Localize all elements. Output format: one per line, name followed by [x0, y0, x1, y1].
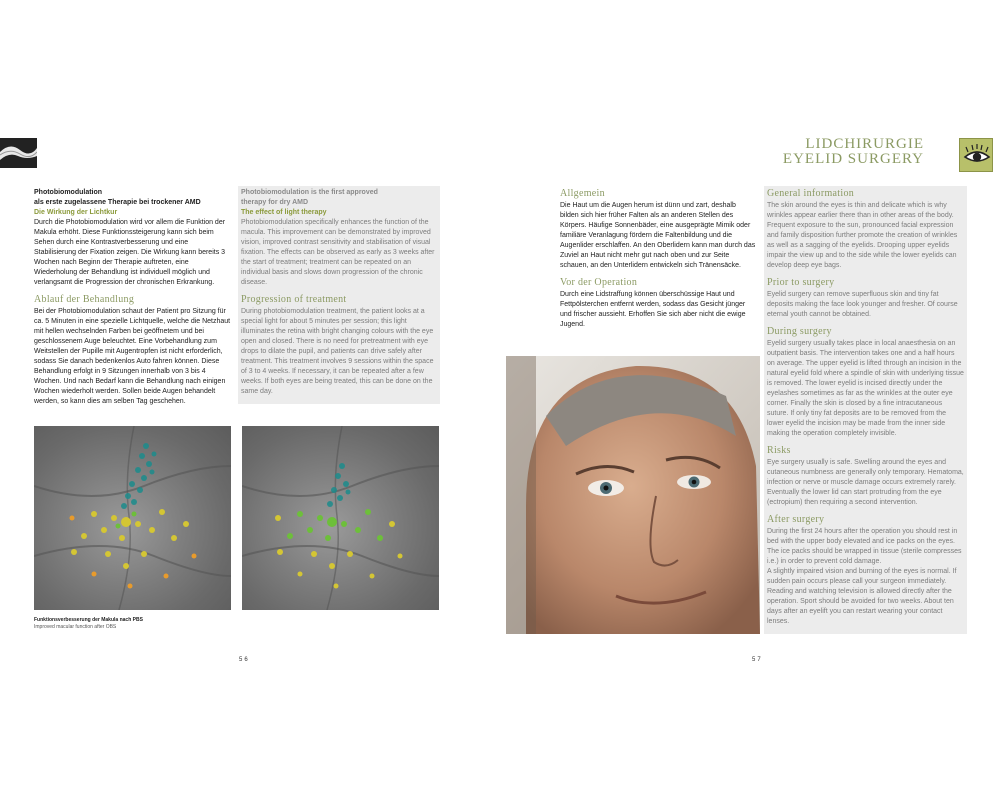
title-line: Photobiomodulation — [34, 189, 103, 196]
section-heading: Risks — [767, 445, 791, 456]
left-german-column — [34, 188, 232, 407]
subtitle: The effect of light therapy — [241, 209, 327, 216]
page-number-left: 56 — [239, 657, 250, 663]
brand-line-en: EYELID SURGERY — [782, 151, 924, 167]
caption-de: Funktionsverbesserung der Makula nach PBS — [34, 617, 143, 623]
caption-en: Improved macular function after OBS — [34, 624, 117, 630]
paragraph: Photobiomodulation specifically enhances the function of the macula. This improvement can be demonstrated by improved vision, improved contrast sensitivity and stabilisation of visual fixation. The effects can be observed as early as 3 weeks after the start of treatment; treatment can be repeated on an individual basis and slows down progression of the chronic disease. — [241, 219, 435, 286]
paragraph: Eyelid surgery usually takes place in local anaesthesia on an outpatient basis. The intervention takes one and a half hours on average. The upper eyelid is lifted through an incision in the natural eyelid fold where a spindle of skin with underlying tissue is removed. The lower eyelid is incised directly under the eyelashes sometimes as far as the wrinkles at the outer eye corner. Finally the skin is closed by a fine intracutaneous suture. If only tiny fat deposits are to be removed from the lower eyelid the incision may be made from the inner side making the operation completely invisible. — [767, 340, 964, 437]
title-line: Photobiomodulation is the first approved — [241, 189, 378, 196]
section-brand — [783, 137, 924, 167]
paragraph: Bei der Photobiomodulation schaut der Patient pro Sitzung für ca. 5 Minuten in eine spezielle Lichtquelle, welche die Netzhaut mit hellen wechselnden Farben bei geöffnetem und bei geschlossenem Auge beleuchtet. Eine Vorbehandlung zum Weitstellen der Pupille mit Augentropfen ist nicht erforderlich, sodass Sie danach bedenkenlos Auto fahren können. Diese Behandlung erfolgt in 9 Sitzungen innerhalb von 3 bis 4 Wochen. Und nach Bedarf kann die Behandlung nach einigen Wochen wiederholt werden. Sollen beide Augen behandelt werden, so kann dies am selben Tag geschehen. — [34, 308, 231, 405]
paragraph: Die Haut um die Augen herum ist dünn und zart, deshalb bilden sich hier früher Falten als an anderen Stellen des Körpers. Häufige Sonnenbäder, eine ausgeprägte Mimik oder familiäre Veranlagung fördern die Faltenbildung und die Augenlider erschlaffen. An den Oberlidern kann man durch das Zuviel an Haut nicht mehr gut nach oben und zur Seite schauen, an den Unterlidern entwickeln sich Tränensäcke. — [560, 202, 756, 269]
section-heading: After surgery — [767, 514, 825, 525]
section-heading: Ablauf der Behandlung — [34, 294, 135, 305]
retina-scan-before — [34, 426, 231, 610]
paragraph: Durch eine Lidstraffung können überschüssige Haut und Fettpölsterchen entfernt werden, sodass das Gesicht jünger und frischer aussieht. Erhoffen Sie sich aber nicht die ewige Jugend. — [560, 291, 746, 328]
paragraph: Durch die Photobiomodulation wird vor allem die Funktion der Makula erhöht. Diese Funktionssteigerung kann sich beim Sehen durch eine Kontrastverbesserung und eine Stabilisierung der Fixation zeigen. Die Wirkung kann bereits 3 Wochen nach Beginn der Therapie auftreten, eine Wiederholung der Behandlung ist individuell möglich und verlangsamt die Progression der chronischen Erkrankung. — [34, 219, 226, 286]
figure-caption — [34, 617, 143, 631]
section-heading: Allgemein — [560, 188, 605, 199]
subtitle: Die Wirkung der Lichtkur — [34, 209, 118, 216]
section-heading: During surgery — [767, 326, 832, 337]
paragraph: The skin around the eyes is thin and delicate which is why wrinkles appear earlier there than in other areas of the body. Frequent exposure to the sun, pronounced facial expression and family disposition further promote the creation of wrinkles as well as a sagging of the eyelids. Drooping upper eyelids impair the view up and to the side while the lower eyelids can develop deep eye bags. — [767, 202, 958, 269]
section-heading: Progression of treatment — [241, 294, 347, 305]
paragraph: During photobiomodulation treatment, the patient looks at a special light for about 5 minutes per session; this light illuminates the retina with bright changing colours with the eye open and closed. There is no need for pretreatment with eye drops to dilate the pupil, and patients can drive safely after treatment. This treatment involves 9 sessions within the space of 3 to 4 weeks. If necessary, it can be repeated after a few weeks. If both eyes are being treated, this can be done on the same day. — [241, 308, 434, 395]
section-heading: General information — [767, 188, 855, 199]
eye-icon — [959, 138, 993, 172]
portrait-photo — [506, 356, 760, 634]
paragraph: Eye surgery usually is safe. Swelling around the eyes and cutaneous numbness are generally only temporary. Hematoma, infection or nerve or muscle damage occurs extremely rarely. Eventually the lower lid can start protruding from the eye (ectropium) then requiring a second intervention. — [767, 459, 964, 506]
right-german-column — [560, 188, 756, 330]
right-english-column — [764, 186, 967, 634]
section-heading: Prior to surgery — [767, 277, 835, 288]
brand-line-de: LIDCHIRURGIE — [805, 136, 924, 152]
title-line: therapy for dry AMD — [241, 199, 309, 206]
paragraph: A slightly impaired vision and burning of the eyes is normal. If sudden pain occurs please call your surgeon immediately. Reading and watching television is allowed directly after the operation. Sport should be avoided for two weeks. About ten days after an eyelift you can restart wearing your contact lenses. — [767, 568, 957, 625]
section-heading: Vor der Operation — [560, 277, 638, 288]
paragraph: During the first 24 hours after the operation you should rest in bed with the upper body elevated and ice packs on the eyes. The ice packs should be wrapped in tissue (sterile compresses i.e.) in order to prevent cold damage. — [767, 528, 962, 565]
decorative-eye-strip — [0, 138, 37, 168]
left-english-column — [238, 186, 440, 404]
paragraph: Eyelid surgery can remove superfluous skin and tiny fat deposits making the face look younger and fresher. Of course eternal youth cannot be obtained. — [767, 291, 958, 318]
retina-scan-after — [242, 426, 439, 610]
title-line: als erste zugelassene Therapie bei trockener AMD — [34, 199, 201, 206]
page-number-right: 57 — [752, 657, 763, 663]
